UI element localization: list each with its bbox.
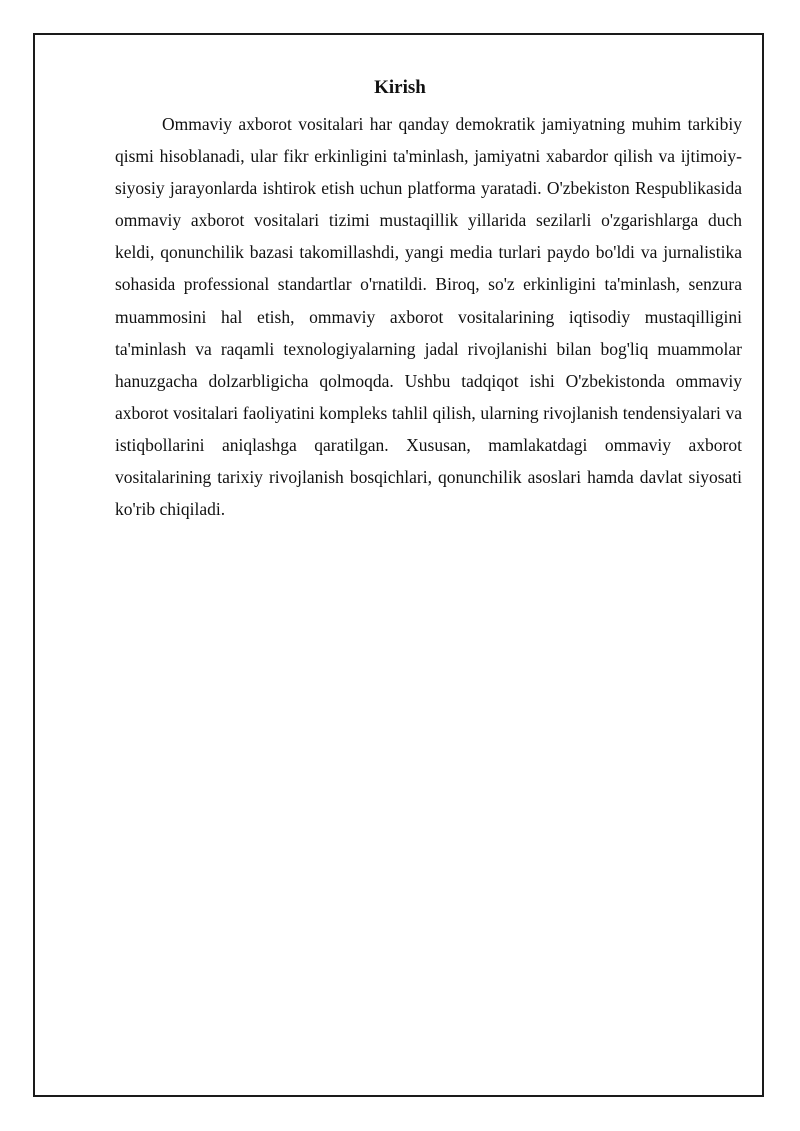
page-title: Kirish xyxy=(374,77,426,98)
body-paragraph: Ommaviy axborot vositalari har qanday demokratik jamiyatning muhim tarkibiy qismi hisoblanadi, ular fikr erkinligini ta'minlash, jamiyatni xabardor qilish va ijtimoiy-siyosiy jarayonlarda ishtirok etish uchun platforma yaratadi. O'zbekiston Respublikasida ommaviy axborot vositalari tizimi mustaqillik yillarida sezilarli o'zgarishlarga duch keldi, qonunchilik bazasi takomillashdi, yangi media turlari paydo bo'ldi va jurnalistika sohasida professional standartlar o'rnatildi. Biroq, so'z erkinligini ta'minlash, senzura muammosini hal etish, ommaviy axborot vositalarining iqtisodiy mustaqilligini ta'minlash va raqamli texnologiyalarning jadal rivojlanishi bilan bog'liq muammolar hanuzgacha dolzarbligicha qolmoqda. Ushbu tadqiqot ishi O'zbekistonda ommaviy axborot vositalari faoliyatini kompleks tahlil qilish, ularning rivojlanish tendensiyalari va istiqbollarini aniqlashga qaratilgan. Xususan, mamlakatdagi ommaviy axborot vositalarining tarixiy rivojlanish bosqichlari, qonunchilik asoslari hamda davlat siyosati ko'rib chiqiladi. xyxy=(115,114,742,520)
